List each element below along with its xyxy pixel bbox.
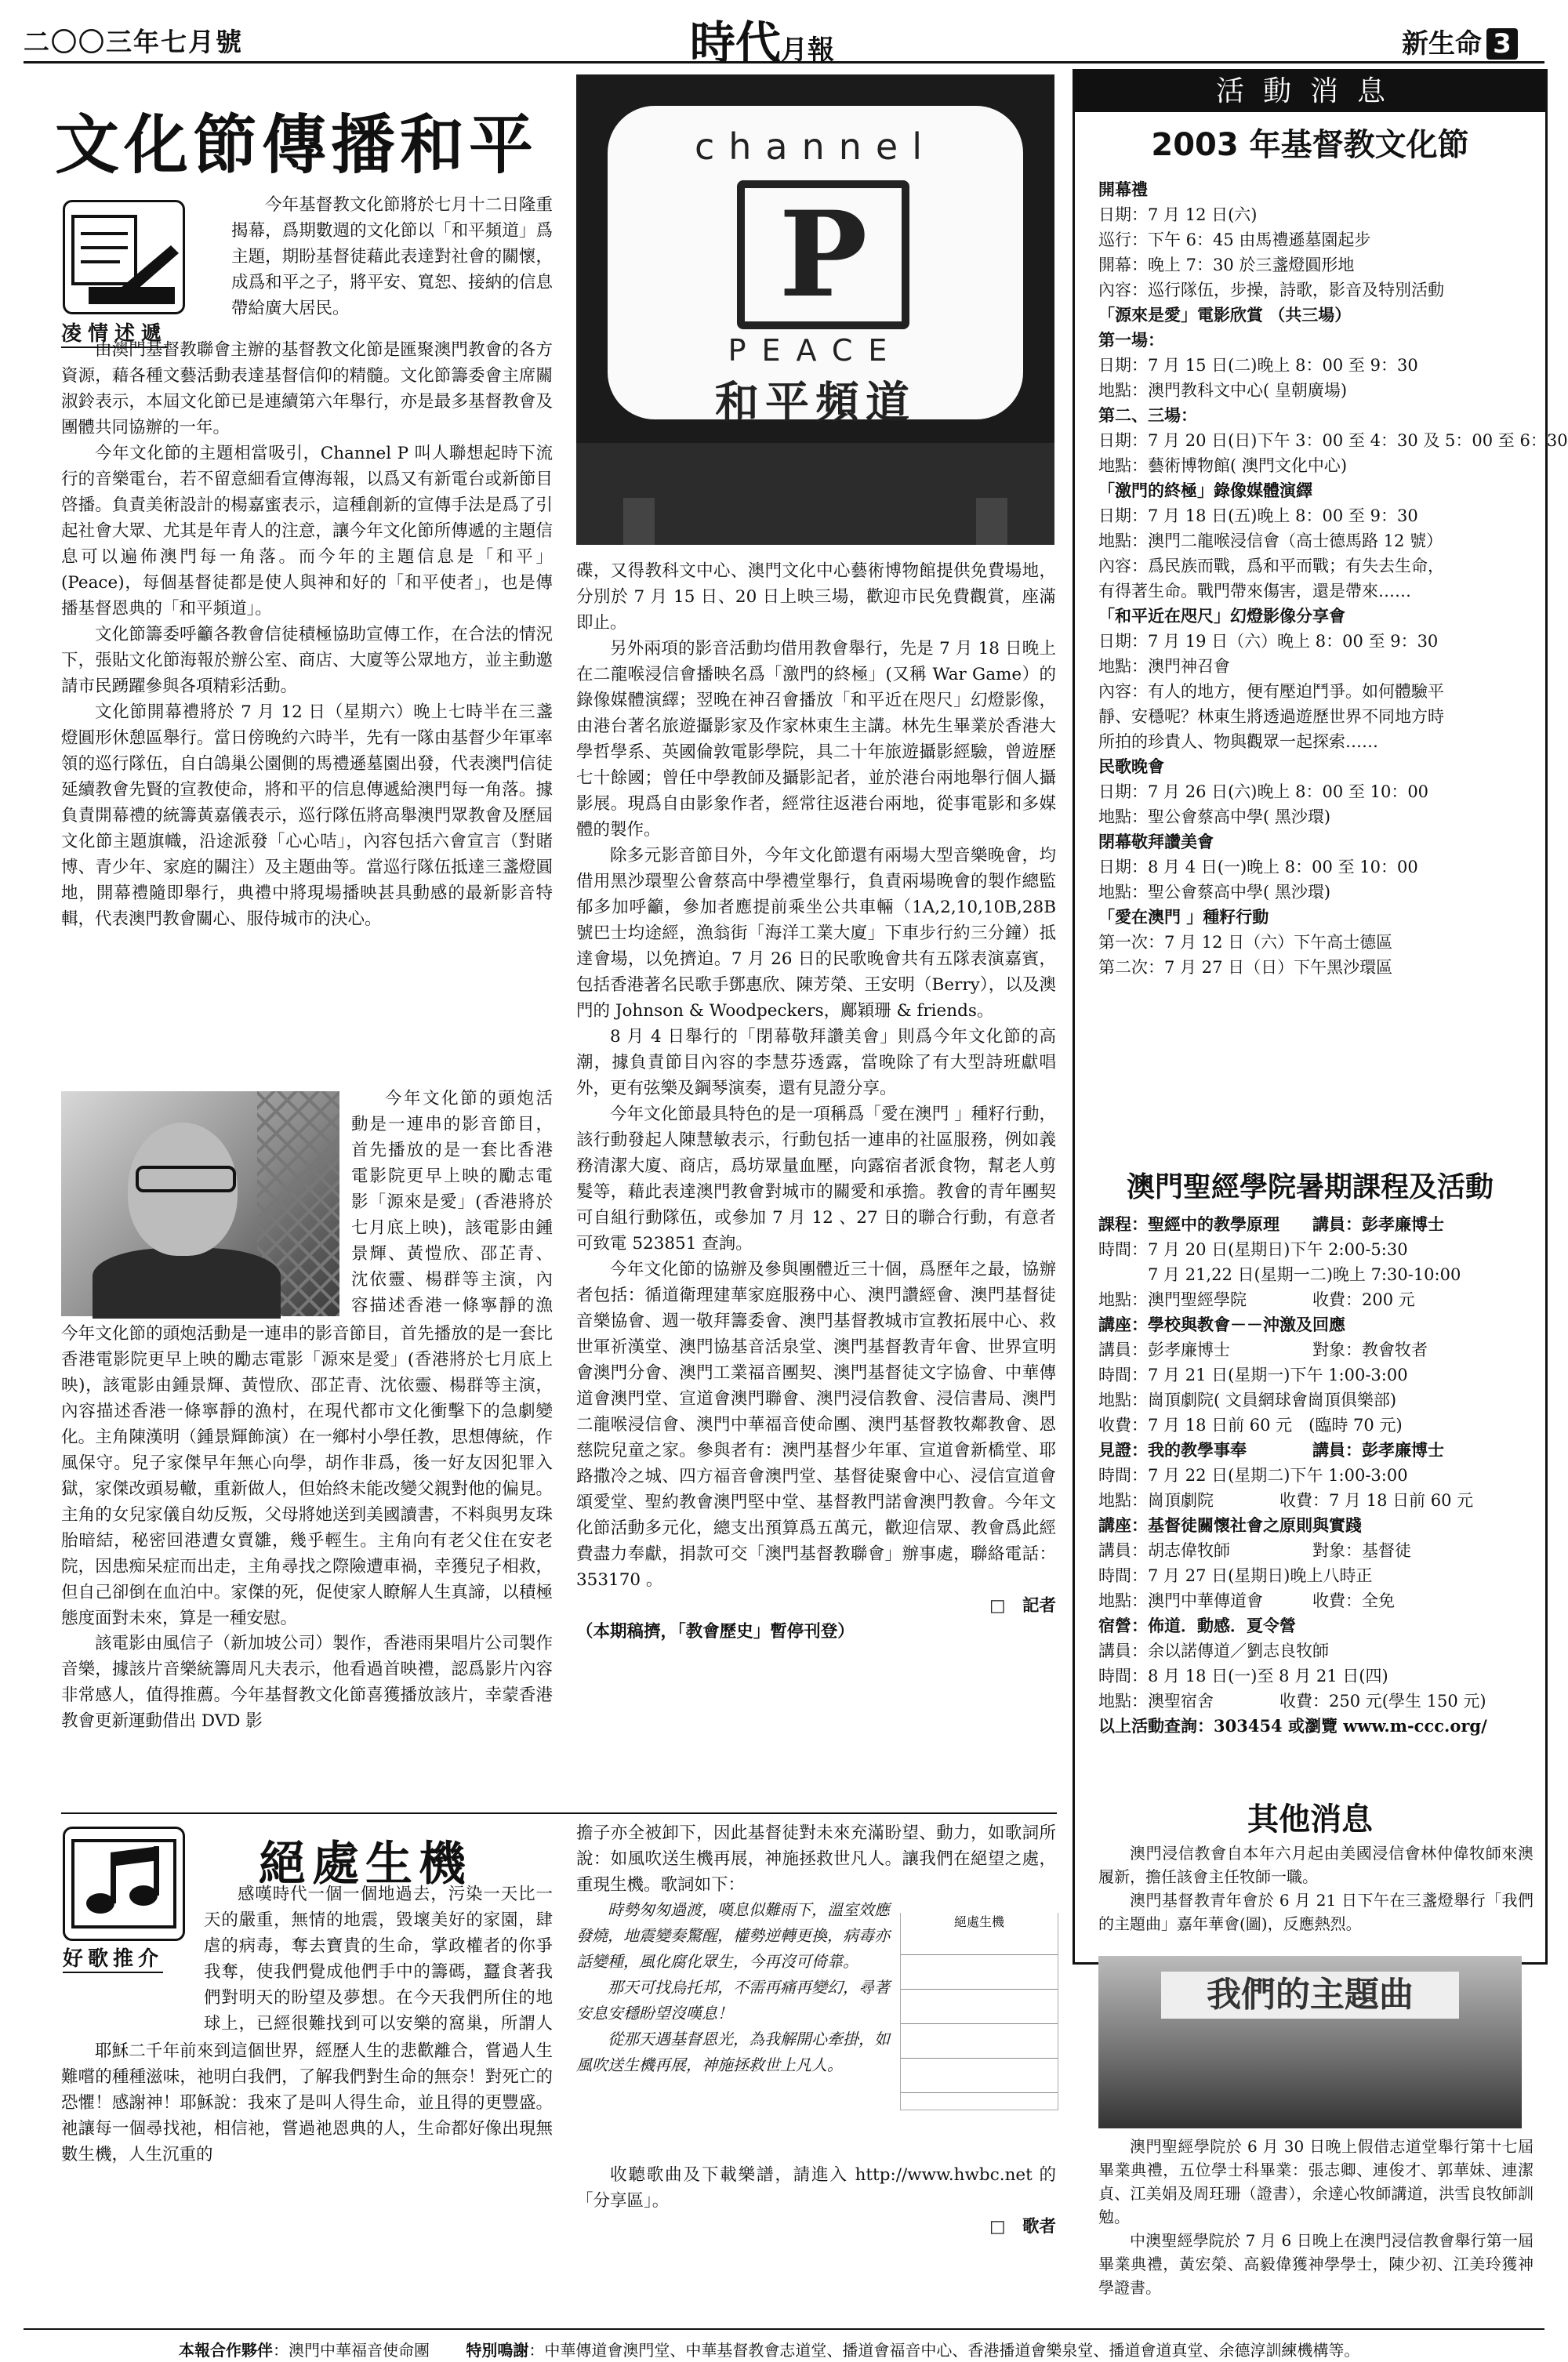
- article1-column2: [576, 558, 1056, 1645]
- lyrics-verse: 那天可找烏托邦，不需再痛再變幻，尋著安息安穩盼望沒嘆息！: [576, 1978, 890, 2023]
- header-rule: [24, 61, 1544, 63]
- page-number: 3: [1486, 28, 1518, 60]
- logo-suffix: 月報: [781, 34, 835, 66]
- group-photo: [1098, 1956, 1522, 2128]
- event-detail: 內容：爲民族而戰，爲和平而戰；有失去生命，: [1098, 557, 1444, 575]
- article1-column1: [61, 337, 553, 932]
- article2-ending: [576, 2162, 1056, 2240]
- event-heading: 見證：我的教學事奉 講員：彭孝廉博士: [1098, 1440, 1444, 1460]
- event-detail: 地點：崗頂劇院 收費：7 月 18 日前 60 元: [1098, 1491, 1474, 1510]
- tv-screen: [608, 106, 1023, 429]
- paragraph: 耶穌二千年前來到這個世界，經歷人生的悲歡離合，嘗過人生難嚐的種種滋味，祂明白我們，了解我們對生命的無奈！對死亡的恐懼！感謝神！耶穌說：我來了是叫人得生命，並且得的更豐盛。祂讓每一個尋找祂，相信祂，嘗過祂恩典的人，生命都好像出現無數生機，人生沉重的: [61, 2041, 553, 2164]
- event-detail: 地點：藝術博物館( 澳門文化中心): [1098, 456, 1348, 475]
- event-heading: 「激門的終極」錄像媒體演繹: [1098, 481, 1312, 500]
- tv-chinese-title: 和平頻道: [715, 377, 916, 429]
- event-detail: 時間：7 月 20 日(星期日)下午 2:00-5:30: [1098, 1240, 1408, 1259]
- event-detail: 地點：澳聖宿舍 收費：250 元(學生 150 元): [1098, 1692, 1486, 1711]
- section-name: 新生命: [1402, 28, 1482, 60]
- partner-label: 本報合作夥伴: [179, 2341, 273, 2360]
- event-heading: 以上活動查詢：303454 或瀏覽 www.m-ccc.org/: [1098, 1716, 1487, 1736]
- tv-channel-text: channel: [694, 125, 937, 168]
- event-detail: 地點：澳門中華傳道會 收費：全免: [1098, 1591, 1395, 1610]
- paragraph: 今年文化節的頭炮活動是一連串的影音節目，首先播放的是一套比香港電影院更早上映的勵志電影「源來是愛」(香港將於七月底上映)，該電影由鍾景輝、黃愷欣、邵芷青、沈依靈、楊群等主演，內容描述香港一條寧靜的漁: [351, 1089, 553, 1315]
- event-detail: 地點：崗頂劇院( 文員網球會崗頂俱樂部): [1098, 1391, 1397, 1410]
- event-detail: 巡行：下午 6：45 由馬禮遜墓園起步: [1098, 230, 1371, 249]
- events-panel: [1073, 69, 1568, 2297]
- issue-date: 二〇〇三年七月號: [24, 27, 243, 57]
- paragraph: 感嘆時代一個一個地過去，污染一天比一天的嚴重，無情的地震，毀壞美好的家園，肆虐的病毒，奪去寶貴的生命，掌政權者的你爭我奪，使我們覺成他們手中的籌碼，蠶食著我們對明天的盼望及夢想。在今天我們所住的地球上，已經很難找到可以安樂的窩巢，所謂人: [204, 1885, 553, 2034]
- column-caption: 凌情述遞: [61, 317, 168, 348]
- paragraph: 碟，又得教科文中心、澳門文化中心藝術博物館提供免費場地，分別於 7 月 15 日、20 日上映三場，歡迎市民免費觀賞，座滿即止。: [576, 561, 1056, 633]
- lyrics-block: [576, 1897, 890, 2078]
- event-detail: 地點：聖公會蔡高中學( 黑沙環): [1098, 807, 1331, 826]
- article2-intro: [204, 1881, 553, 2037]
- thanks: ：中華傳道會澳門堂、中華基督教會志道堂、播道會福音中心、香港播道會樂泉堂、播道會道真堂、余德淳訓練機構等。: [528, 2341, 1360, 2360]
- lyrics-verse: 從那天遇基督恩光，為我解開心牽掛，如風吹送生機再展，神施拯救世上凡人。: [576, 2030, 890, 2074]
- article1-column1-bottom: [61, 1321, 553, 1734]
- event-detail: 時間：7 月 22 日(星期二)下午 1:00-3:00: [1098, 1466, 1408, 1485]
- event-detail: 有得著生命。戰門帶來傷害，還是帶來……: [1098, 582, 1411, 600]
- event-detail: 7 月 21,22 日(星期一二)晚上 7:30-10:00: [1098, 1265, 1461, 1284]
- event-detail: 日期：7 月 15 日(二)晚上 8：00 至 9：30: [1098, 356, 1418, 375]
- event-detail: 日期：7 月 18 日(五)晚上 8：00 至 9：30: [1098, 506, 1418, 525]
- bible-college-event-list: [1098, 1212, 1537, 1739]
- column-caption: 好歌推介: [63, 1943, 163, 1973]
- byline: □ 歌者: [989, 2217, 1056, 2237]
- byline: □ 記者: [989, 1596, 1056, 1616]
- event-detail: 所拍的珍貴人、物與觀眾一起探索……: [1098, 732, 1378, 751]
- footer: [179, 2338, 1543, 2360]
- event-heading: 「愛在澳門 」種籽行動: [1098, 907, 1269, 927]
- event-detail: 講員：余以諾傳道／劉志良牧師: [1098, 1642, 1329, 1660]
- article1-intro: [231, 192, 553, 321]
- panel-title-other-news: 其他消息: [1247, 1801, 1373, 1838]
- paragraph: 今年文化節的協辦及參與團體近三十個，爲歷年之最，協辦者包括：循道衛理建華家庭服務中心、澳門讚經會、澳門基督徒音樂協會、週一敬拜籌委會、澳門基督教城市宣教拓展中心、救世軍祈漢堂、澳門協基音活泉堂、澳門基督教青年會、世界宣明會澳門分會、澳門工業福音團契、澳門基督徒文字協會、中華傳道會澳門堂、宣道會澳門聯會、澳門浸信教會、浸信書局、澳門二龍喉浸信會、澳門中華福音使命團、澳門基督教牧鄰教會、恩慈院兒童之家。參與者有：澳門基督少年軍、宣道會新橋堂、耶路撒冷之城、四方福音會澳門堂、基督徒聚會中心、浸信宣道會頌愛堂、聖約教會澳門堅中堂、基督教門諾會澳門教會。今年文化節活動多元化，總支出預算爲五萬元，歡迎信眾、教會爲此經費盡力奉獻，捐款可交「澳門基督教聯會」辦事處，聯絡電話：353170 。: [576, 1260, 1056, 1590]
- article2-column2: [576, 1820, 1056, 1898]
- partner: ：澳門中華福音使命團: [273, 2341, 430, 2360]
- paragraph-continued: 今年文化節的頭炮活動是一連串的影音節目，首先播放的是一套比香港電影院更早上映的勵志電影「源來是愛」(香港將於七月底上映)，該電影由鍾景輝、黃愷欣、邵芷青、沈依靈、楊群等主演，內容描述香港一條寧靜的漁村，在現代都市文化衝擊下的急劇變化。主角陳漢明（鍾景輝飾演）在一鄉村小學任教，思想傳統，作風保守。兒子家傑早年無心向學，胡作非爲，後一好友因犯罪入獄，家傑改頭易轍，重新做人，但始終未能改變父親對他的偏見。主角的女兒家儀自幼反叛，父母將她送到美國讀書，不料與男友珠胎暗結，秘密回港遭女賣雛，幾乎輕生。主角向有老父住在安老院，因患痴呆症而出走，主角尋找之際險遭車禍，幸獲兒子相救，但自己卻倒在血泊中。家傑的死，促使家人瞭解人生真諦，以積極態度面對未來，算是一種安慰。: [61, 1324, 553, 1628]
- event-detail: 第二次：7 月 27 日（日）下午黑沙環區: [1098, 958, 1393, 977]
- event-detail: 第一次：7 月 12 日（六）下午高士德區: [1098, 933, 1393, 952]
- event-detail: 內容：巡行隊伍，步操，詩歌，影音及特別活動: [1098, 281, 1444, 299]
- event-heading: 課程：聖經中的教學原理 講員：彭孝廉博士: [1098, 1214, 1444, 1234]
- event-detail: 地點：澳門教科文中心( 皇朝廣場): [1098, 381, 1348, 400]
- panel-title-culture-festival: 2003 年基督教文化節: [1151, 127, 1469, 163]
- glasses-icon: [136, 1166, 236, 1192]
- paragraph: 由澳門基督教聯會主辦的基督教文化節是匯聚澳門教會的各方資源，藉各種文藝活動表達基督信仰的精髓。文化節籌委會主席關淑鈴表示，本屆文化節已是連續第六年舉行，亦是最多基督教會及團體共同協辦的一年。: [61, 340, 553, 437]
- logo-main: 時代: [690, 16, 782, 70]
- paragraph: 8 月 4 日舉行的「閉幕敬拜讚美會」則爲今年文化節的高潮，據負責節目內容的李慧芬透露，當晚除了有大型詩班獻唱外，更有弦樂及鋼琴演奏，還有見證分享。: [576, 1027, 1056, 1098]
- news-item: 澳門聖經學院於 6 月 30 日晚上假借志道堂舉行第十七屆畢業典禮，五位學士科畢業：張志卿、連俊才、郭華妹、連潔貞、江美娟及周玨珊（證書），余達心牧師講道，洪雪良牧師訓勉。: [1098, 2137, 1534, 2226]
- article2-column1: [61, 2038, 553, 2168]
- event-detail: 地點：澳門聖經學院 收費：200 元: [1098, 1290, 1415, 1309]
- photo-banner: 我們的主題曲: [1161, 1972, 1459, 2019]
- paragraph: 擔子亦全被卸下，因此基督徒對未來充滿盼望、動力，如歌詞所說：如風吹送生機再展，神施拯救世凡人。讓我們在絕望之處，重現生機。歌詞如下：: [576, 1823, 1056, 1895]
- event-detail: 日期：7 月 19 日（六）晚上 8：00 至 9：30: [1098, 632, 1439, 651]
- event-heading: 講座：學校與教會－－沖激及回應: [1098, 1315, 1345, 1334]
- news-item: 澳門浸信教會自本年六月起由美國浸信會林仲偉牧師來澳履新，擔任該會主任牧師一職。: [1098, 1844, 1534, 1886]
- event-detail: 收費：7 月 18 日前 60 元 (臨時 70 元): [1098, 1416, 1403, 1435]
- paragraph: 收聽歌曲及下載樂譜，請進入 http://www.hwbc.net 的「分享區」。: [576, 2165, 1056, 2211]
- event-heading: 第一場：: [1098, 330, 1164, 350]
- paragraph: 除多元影音節目外，今年文化節還有兩場大型音樂晚會，均借用黑沙環聖公會蔡高中學禮堂舉行，負責兩場晚會的製作總監郁多加呼籲，參加者應提前乘坐公共車輛（1A,2,10,10B,28B 號巴士均途經，漁翁街「海洋工業大廈」下車步行約三分鐘）抵達會場，以免擠迫。7 月 26 日的民歌晚會共有五隊表演嘉賓，包括香港著名民歌手鄧惠欣、陳芳榮、王安明（Berry），以及澳門的 Johnson & Woodpeckers，鄺穎珊 & friends。: [576, 846, 1056, 1021]
- notebook-writing-icon: [63, 200, 185, 314]
- event-heading: 開幕禮: [1098, 180, 1148, 199]
- paragraph: 今年文化節最具特色的是一項稱爲「愛在澳門 」種籽行動，該行動發起人陳慧敏表示，行動包括一連串的社區服務，例如義務清潔大廈、商店，爲坊眾量血壓，向露宿者派食物，幫老人剪髮等，藉此表達澳門教會對城市的關愛和承擔。教會的青年團契可自組行動隊伍，或參加 7 月 12 、27 日的聯合行動，有意者可致電 523851 查詢。: [576, 1105, 1056, 1254]
- event-heading: 「源來是愛」電影欣賞 （共三場）: [1098, 305, 1352, 325]
- music-score-icon: [63, 1827, 185, 1941]
- channel-p-tv-graphic: [576, 74, 1054, 545]
- event-detail: 內容：有人的地方，便有壓迫鬥爭。如何體驗平: [1098, 682, 1444, 701]
- paragraph: 文化節開幕禮將於 7 月 12 日（星期六）晚上七時半在三盞燈圓形休憩區舉行。當日傍晚約六時半，先有一隊由基督少年軍率領的巡行隊伍，自白鴿巢公園側的馬禮遜墓園出發，代表澳門信徒延續教會先賢的宣教使命，將和平的信息傳遞給澳門每一角落。據負責開幕禮的統籌黃嘉儀表示，巡行隊伍將高舉澳門眾教會及歷屆文化節主題旗幟，沿途派發「心心咭」，內容包括六會宣言（對賭博、青少年、家庭的關注）及主題曲等。當巡行隊伍抵達三盞燈圓地，開幕禮隨即舉行，典禮中將現場播映甚具動感的最新影音特輯，代表澳門教會關心、服侍城市的決心。: [61, 702, 553, 929]
- tv-peace-text: PEACE: [728, 333, 903, 368]
- event-detail: 日期：7 月 20 日(日)下午 3：00 至 4：30 及 5：00 至 6：30: [1098, 431, 1568, 450]
- other-news-list: [1098, 1841, 1534, 1936]
- news-item: 澳門基督教青年會於 6 月 21 日下午在三盞燈舉行「我們的主題曲」嘉年華會(圖)，反應熱烈。: [1098, 1891, 1534, 1933]
- event-detail: 地點：澳門二龍喉浸信會（高士德馬路 12 號）: [1098, 532, 1443, 550]
- event-detail: 日期：7 月 26 日(六)晚上 8：00 至 10：00: [1098, 782, 1429, 801]
- article1-wrap-text: [351, 1086, 553, 1317]
- event-detail: 開幕：晚上 7：30 於三盞燈圓形地: [1098, 256, 1355, 274]
- footer-rule: [24, 2328, 1544, 2330]
- portrait-photo: [61, 1091, 339, 1316]
- paragraph: 該電影由風信子（新加坡公司）製作，香港雨果唱片公司製作音樂，據該片音樂統籌周凡夫表示，他看過首映禮，認爲影片內容非常感人，值得推薦。今年基督教文化節喜獲播放該片，幸蒙香港教會更新運動借出 DVD 影: [61, 1634, 553, 1731]
- thanks-label: 特別鳴謝: [466, 2341, 529, 2360]
- article1-title: 文化節傳播和平: [55, 107, 539, 183]
- event-heading: 講座：基督徒關懷社會之原則與實踐: [1098, 1515, 1362, 1535]
- event-detail: 日期：7 月 12 日(六): [1098, 205, 1258, 224]
- panel-banner: 活動消息: [1075, 71, 1545, 112]
- event-detail: 地點：聖公會蔡高中學( 黑沙環): [1098, 883, 1331, 902]
- other-news-list-bottom: [1098, 2135, 1534, 2299]
- event-detail: 時間：8 月 18 日(一)至 8 月 21 日(四): [1098, 1667, 1388, 1685]
- paragraph: 文化節籌委呼籲各教會信徒積極協助宣傳工作，在合法的情況下，張貼文化節海報於辦公室、商店、大廈等公眾地方，並主動邀請市民踴躍參與各項精彩活動。: [61, 625, 553, 696]
- score-title: 絕處生機: [901, 1912, 1058, 1930]
- paragraph: 今年基督教文化節將於七月十二日隆重揭幕，爲期數週的文化節以「和平頻道」爲主題，期盼基督徒藉此表達對社會的關懷，成爲和平之子，將平安、寬恕、接納的信息帶給廣大居民。: [231, 195, 553, 318]
- event-heading: 民歌晚會: [1098, 756, 1164, 776]
- news-item: 中澳聖經學院於 7 月 6 日晚上在澳門浸信教會舉行第一屆畢業典禮，黃宏榮、高毅偉獲神學學士，陳少初、江美玲獲神學證書。: [1098, 2231, 1534, 2297]
- event-detail: 日期：8 月 4 日(一)晚上 8：00 至 10：00: [1098, 858, 1418, 876]
- photo-figure-body: [93, 1248, 281, 1319]
- lyrics-verse: 時勢匆匆過渡，嘆息似難雨下，溫室效應發燒，地震變奏驚醒，權勢逆轉更換，病毒亦話變種，風化腐化眾生，今再沒可倚靠。: [576, 1900, 890, 1971]
- tv-leg: [623, 498, 655, 545]
- section-divider: [61, 1812, 1057, 1814]
- event-detail: 講員：彭孝廉博士 對象：教會牧者: [1098, 1341, 1428, 1359]
- paragraph: 另外兩項的影音活動均借用教會舉行，先是 7 月 18 日晚上在二龍喉浸信會播映名爲「激門的終極」(又稱 War Game）的錄像媒體演繹；翌晚在神召會播放「和平近在咫尺」幻燈影像，由港台著名旅遊攝影家及作家林東生主講。林先生畢業於香港大學哲學系、英國倫敦電影學院，具二十年旅遊攝影經驗，曾遊歷七十餘國；曾任中學教師及攝影記者，並於港台兩地舉行個人攝影展。現爲自由影象作者，經常往返港台兩地，從事電影和多媒體的製作。: [576, 639, 1056, 840]
- section-label: [1402, 22, 1518, 60]
- event-heading: 宿營：佈道．動感．夏令營: [1098, 1616, 1296, 1635]
- paragraph: 今年文化節的主題相當吸引，Channel P 叫人聯想起時下流行的音樂電台，若不留意細看宣傳海報，以爲又有新電台或新節目啓播。負責美術設計的楊嘉蜜表示，這種創新的宣傳手法是爲了引起社會大眾、尤其是年青人的注意，讓今年文化節所傳遞的主題信息可以遍佈澳門每一角落。而今年的主題信息是「和平」(Peace)，每個基督徒都是使人與神和好的「和平使者」，也是傳播基督恩典的「和平頻道」。: [61, 444, 553, 619]
- editor-note: （本期稿擠，「教會歷史」暫停刊登）: [576, 1622, 855, 1642]
- music-score-image: [900, 1913, 1058, 2110]
- tv-p-letter: P: [737, 180, 909, 329]
- event-heading: 第二、三場：: [1098, 405, 1197, 425]
- tv-leg: [976, 498, 1007, 545]
- event-heading: 閉幕敬拜讚美會: [1098, 832, 1214, 851]
- event-detail: 地點：澳門神召會: [1098, 657, 1230, 676]
- event-detail: 時間：7 月 27 日(星期日)晚上八時正: [1098, 1566, 1373, 1585]
- event-detail: 靜、安穩呢？林東生將透過遊歷世界不同地方時: [1098, 707, 1444, 726]
- event-detail: 時間：7 月 21 日(星期一)下午 1:00-3:00: [1098, 1366, 1408, 1384]
- panel-title-bible-college: 澳門聖經學院暑期課程及活動: [1126, 1171, 1494, 1203]
- article2-title: 絕處生機: [259, 1837, 472, 1892]
- event-heading: 「和平近在咫尺」幻燈影像分享會: [1098, 606, 1345, 626]
- festival-event-list: [1098, 177, 1568, 980]
- event-detail: 講員：胡志偉牧師 對象：基督徒: [1098, 1541, 1411, 1560]
